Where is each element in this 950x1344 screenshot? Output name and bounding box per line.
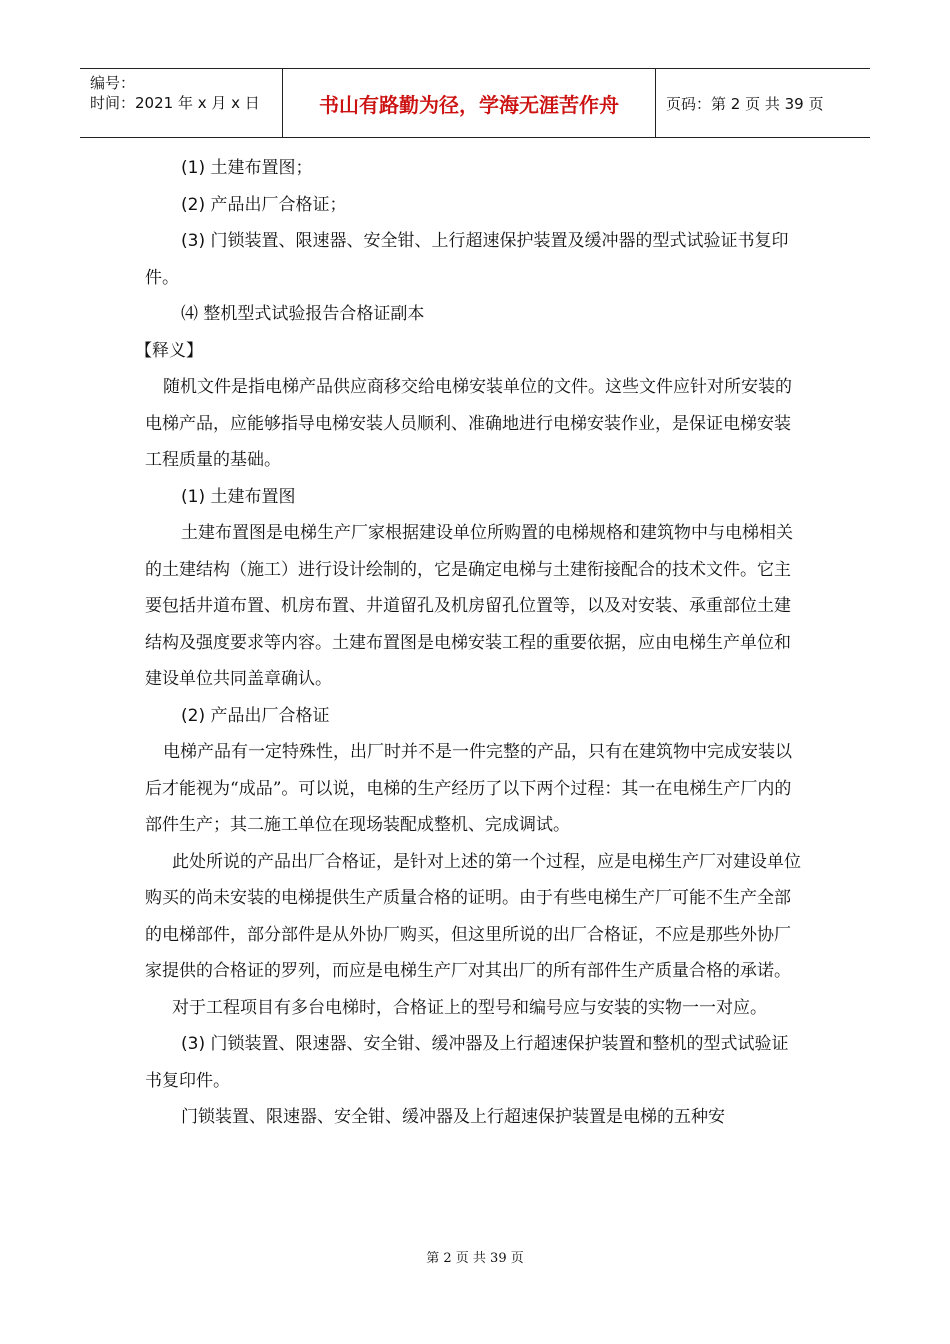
document-body — [135, 150, 805, 1136]
paragraph: ⑷ 整机型式试验报告合格证副本 — [181, 304, 425, 324]
paragraph: (2) 产品出厂合格证； — [181, 194, 347, 215]
section-heading: 【释义】 — [135, 340, 203, 361]
paragraph: (3) 门锁装置、限速器、安全钳、上行超速保护装置及缓冲器的型式试验证书复印件。 — [145, 231, 789, 288]
motto: 书山有路勤为径，学海无涯苦作舟 — [283, 69, 656, 137]
paragraph: (2) 产品出厂合格证 — [181, 705, 330, 726]
page-footer: 第 2 页 共 39 页 — [426, 1251, 524, 1266]
paragraph: (1) 土建布置图； — [181, 158, 313, 178]
paragraph: 土建布置图是电梯生产厂家根据建设单位所购置的电梯规格和建筑物中与电梯相关的土建结构（施工）进行设计绘制的，它是确定电梯与土建衔接配合的技术文件。它主要包括井道布置、机房布置、井道留孔及机房留孔位置等，以及对安装、承重部位土建结构及强度要求等内容。土建布置图是电梯安装工程的重要依据，应由电梯生产单位和建设单位共同盖章确认。 — [145, 523, 793, 689]
paragraph: (1) 土建布置图 — [181, 486, 296, 507]
paragraph: 门锁装置、限速器、安全钳、缓冲器及上行超速保护装置是电梯的五种安 — [181, 1107, 725, 1127]
paragraph: 随机文件是指电梯产品供应商移交给电梯安装单位的文件。这些文件应针对所安装的电梯产品，应能够指导电梯安装人员顺利、准确地进行电梯安装作业，是保证电梯安装工程质量的基础。 — [145, 377, 792, 470]
paragraph: (3) 门锁装置、限速器、安全钳、缓冲器及上行超速保护装置和整机的型式试验证书复印件。 — [145, 1034, 789, 1091]
header-left-cell — [80, 69, 283, 137]
paragraph: 对于工程项目有多台电梯时，合格证上的型号和编号应与安装的实物一一对应。 — [172, 997, 767, 1018]
paragraph: 电梯产品有一定特殊性，出厂时并不是一件完整的产品，只有在建筑物中完成安装以后才能视为“成品”。可以说，电梯的生产经历了以下两个过程：其一在电梯生产厂内的部件生产；其二施工单位在现场装配成整机、完成调试。 — [145, 742, 792, 835]
page-code: 页码：第 2 页 共 39 页 — [666, 94, 824, 113]
number-label: 编号： — [90, 74, 136, 92]
time-label: 时间：2021 年 x 月 x 日 — [90, 94, 260, 112]
page-header — [80, 68, 870, 138]
paragraph: 此处所说的产品出厂合格证，是针对上述的第一个过程，应是电梯生产厂对建设单位购买的尚未安装的电梯提供生产质量合格的证明。由于有些电梯生产厂可能不生产全部的电梯部件，部分部件是从外协厂购买，但这里所说的出厂合格证，不应是那些外协厂家提供的合格证的罗列，而应是电梯生产厂对其出厂的所有部件生产质量合格的承诺。 — [145, 851, 801, 981]
